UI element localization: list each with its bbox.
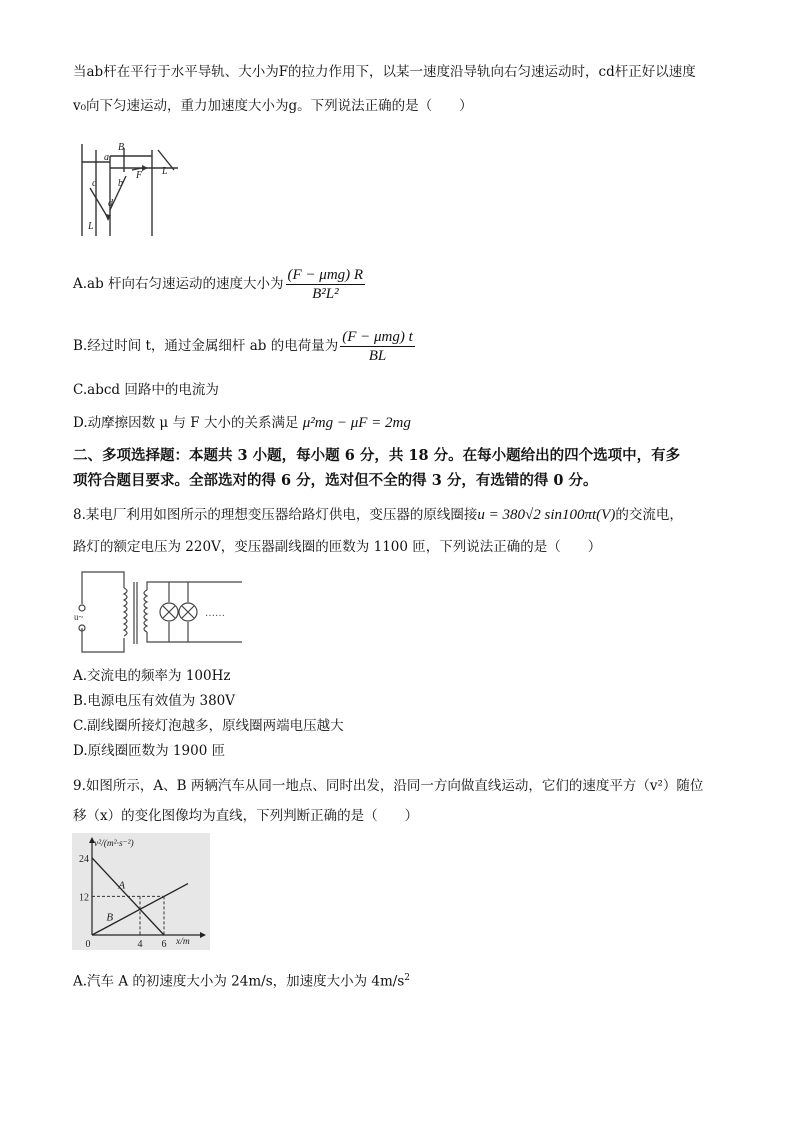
q7-option-d xyxy=(73,413,411,433)
chart-x-arrow xyxy=(200,932,206,938)
transformer-figure xyxy=(74,566,246,658)
chart-ytick-24: 24 xyxy=(79,853,89,865)
q7-a-numerator: (F − μmg) R xyxy=(287,267,364,283)
q8-formula: u = 380√2 sin100πt(V) xyxy=(477,507,616,523)
chart-xlabel: x/m xyxy=(176,937,190,947)
chart-series-label-A: A xyxy=(118,879,126,892)
fig1-label-a: a xyxy=(104,152,109,163)
q8-option-c: C.副线圈所接灯泡越多，原线圈两端电压越大 xyxy=(73,718,344,734)
fig1-label-F: F xyxy=(136,170,143,181)
q7-option-a xyxy=(73,262,367,306)
chart-series-label-B: B xyxy=(106,911,114,924)
chart-ytick-12: 12 xyxy=(79,892,89,904)
q8-line-2: 路灯的额定电压为 220V，变压器副线圈的匝数为 1100 匝，下列说法正确的是（ ） xyxy=(73,539,602,555)
q8-line-1 xyxy=(73,505,683,525)
v2-x-chart xyxy=(72,833,210,950)
fig1-label-c: c xyxy=(92,178,97,189)
q8-option-b: B.电源电压有效值为 380V xyxy=(73,693,236,709)
q7-option-c: C.abcd 回路中的电流为 xyxy=(73,382,219,398)
q7-b-denominator: BL xyxy=(368,348,387,364)
q9-option-a-sup: 2 xyxy=(404,973,411,983)
q9-option-a-text: A.汽车 A 的初速度大小为 24m/s，加速度大小为 4m/s xyxy=(73,973,405,990)
fig1-label-L: L xyxy=(162,166,168,177)
rail-figure xyxy=(74,136,186,240)
q7-option-b xyxy=(73,324,417,368)
intro-line-1: 当ab杆在平行于水平导轨、大小为F的拉力作用下，以某一速度沿导轨向右匀速运动时，cd杆正好以速度 xyxy=(73,64,696,80)
q7-option-d-text: D.动摩擦因数 μ 与 F 大小的关系满足 xyxy=(73,415,299,431)
q9-option-a xyxy=(73,968,410,992)
q7-b-numerator: (F − μmg) t xyxy=(342,329,413,345)
fig1-label-B: B xyxy=(118,142,125,153)
q7-option-b-fraction xyxy=(340,328,415,365)
q7-option-d-formula: μ²mg − μF = 2mg xyxy=(302,415,411,431)
q9-line-2: 移（x）的变化图像均为直线，下列判断正确的是（ ） xyxy=(73,808,419,824)
q7-option-b-text: B.经过时间 t，通过金属细杆 ab 的电荷量为 xyxy=(73,338,339,354)
chart-xtick-6: 6 xyxy=(161,939,167,950)
fig1-label-d: d xyxy=(108,198,113,209)
q7-option-a-text: A.ab 杆向右匀速运动的速度大小为 xyxy=(73,276,284,292)
chart-ylabel: v²/(m²·s⁻²) xyxy=(94,839,134,849)
q7-a-denominator: B²L² xyxy=(312,286,339,302)
q8-line-1-suffix: 的交流电， xyxy=(615,507,683,523)
chart-xtick-0: 0 xyxy=(85,939,91,950)
q7-option-a-fraction xyxy=(286,266,366,303)
intro-line-2: v₀向下匀速运动，重力加速度大小为g。下列说法正确的是（ ） xyxy=(73,98,473,114)
chart-xtick-4: 4 xyxy=(137,939,143,950)
section2-line-1: 二、多项选择题：本题共 3 小题，每小题 6 分，共 18 分。在每小题给出的四个选项中，有多 xyxy=(73,447,681,464)
fig2-dots: …… xyxy=(205,608,225,619)
q9-line-1: 9.如图所示，A、B 两辆汽车从同一地点、同时出发，沿同一方向做直线运动，它们的速度平方（v²）随位 xyxy=(73,778,704,794)
q8-option-d: D.原线圈匝数为 1900 匝 xyxy=(73,743,226,759)
fig2-u-label: u~ xyxy=(74,612,84,622)
q8-line-1-text: 8.某电厂利用如图所示的理想变压器给路灯供电，变压器的原线圈接 xyxy=(73,507,478,523)
q8-option-a: A.交流电的频率为 100Hz xyxy=(73,668,231,684)
fig1-label-L2: L xyxy=(88,221,94,232)
section2-line-2: 项符合题目要求。全部选对的得 6 分，选对但不全的得 3 分，有选错的得 0 分。 xyxy=(73,472,598,489)
fig1-label-b: b xyxy=(118,178,123,189)
